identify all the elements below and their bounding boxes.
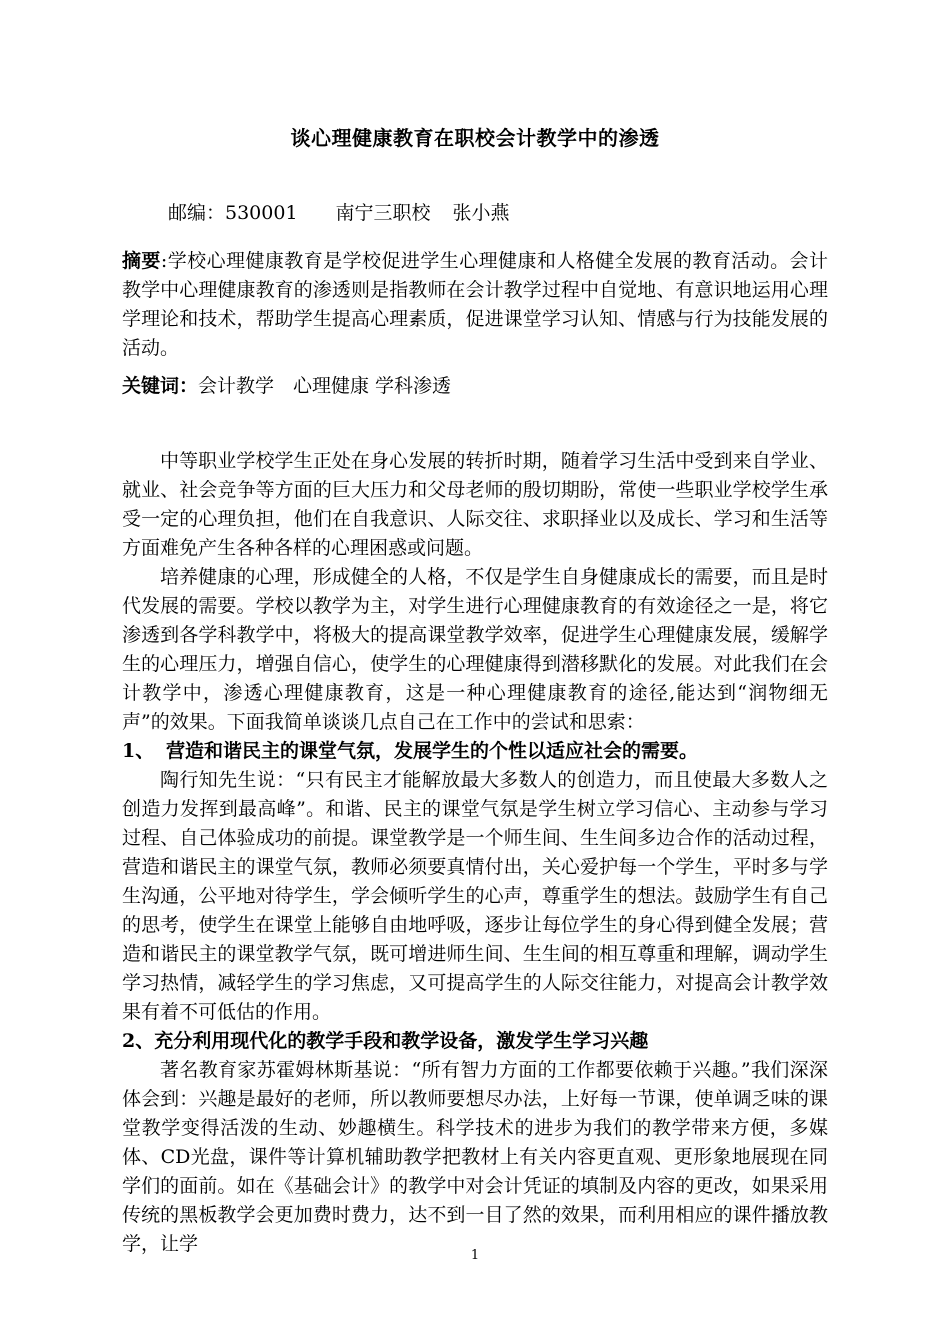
- school-name: 南宁三职校: [335, 202, 431, 224]
- abstract: [122, 247, 828, 363]
- keywords: [122, 372, 828, 401]
- abstract-text: :学校心理健康教育是学校促进学生心理健康和人格健全发展的教育活动。会计教学中心理健康教育的渗透则是指教师在会计教学过程中自觉地、有意识地运用心理学理论和技术，帮助学生提高心理素质，促进课堂学习认知、情感与行为技能发展的活动。: [122, 250, 828, 359]
- postcode: 邮编：530001: [168, 202, 298, 224]
- paragraph: 培养健康的心理，形成健全的人格，不仅是学生自身健康成长的需要，而且是时代发展的需要。学校以教学为主，对学生进行心理健康教育的有效途径之一是，将它渗透到各学科教学中，将极大的提高课堂教学效率，促进学生心理健康发展，缓解学生的心理压力，增强自信心，使学生的心理健康得到潜移默化的发展。对此我们在会计教学中，渗透心理健康教育，这是一种心理健康教育的途径,能达到“润物细无声”的效果。下面我简单谈谈几点自己在工作中的尝试和思索：: [122, 566, 828, 733]
- paragraph: 中等职业学校学生正处在身心发展的转折时期，随着学习生活中受到来自学业、就业、社会竞争等方面的巨大压力和父母老师的殷切期盼，常使一些职业学校学生承受一定的心理负担，他们在自我意识、人际交往、求职择业以及成长、学习和生活等方面难免产生各种各样的心理困惑或问题。: [122, 450, 828, 559]
- page-number: 1: [470, 1248, 480, 1263]
- keywords-text: 会计教学 心理健康 学科渗透: [198, 375, 452, 397]
- author-info: [168, 198, 510, 225]
- paragraph: 陶行知先生说：“只有民主才能解放最大多数人的创造力，而且使最大多数人之创造力发挥到最高峰”。和谐、民主的课堂气氛是学生树立学习信心、主动参与学习过程、自己体验成功的前提。课堂教学是一个师生间、生生间多边合作的活动过程，营造和谐民主的课堂气氛，教师必须要真情付出，关心爱护每一个学生，平时多与学生沟通，公平地对待学生，学会倾听学生的心声，尊重学生的想法。鼓励学生有自己的思考，使学生在课堂上能够自由地呼吸，逐步让每位学生的身心得到健全发展；营造和谐民主的课堂教学气氛，既可增进师生间、生生间的相互尊重和理解，调动学生学习热情，减轻学生的学习焦虑，又可提高学生的人际交往能力，对提高会计教学效果有着不可低估的作用。: [122, 769, 828, 1023]
- section-heading-text: 营造和谐民主的课堂气氛，发展学生的个性以适应社会的需要。: [166, 740, 699, 762]
- author-name: 张小燕: [452, 202, 510, 224]
- abstract-label: 摘要: [122, 250, 161, 272]
- section-heading-1: [122, 737, 828, 766]
- paragraph: 著名教育家苏霍姆林斯基说：“所有智力方面的工作都要依赖于兴趣。”我们深深体会到：兴趣是最好的老师，所以教师要想尽办法，上好每一节课，使单调乏味的课堂教学变得活泼的生动、妙趣横生。科学技术的进步为我们的教学带来方便，多媒体、CD光盘，课件等计算机辅助教学把教材上有关内容更直观、更形象地展现在同学们的面前。如在《基础会计》的教学中对会计凭证的填制及内容的更改，如果采用传统的黑板教学会更加费时费力，达不到一目了然的效果，而利用相应的课件播放教学，让学: [122, 1059, 828, 1255]
- section-number: 1、: [122, 740, 155, 762]
- document-title: 谈心理健康教育在职校会计教学中的渗透: [290, 126, 660, 150]
- section-heading-2: 2、充分利用现代化的教学手段和教学设备，激发学生学习兴趣: [122, 1030, 649, 1052]
- body-text: [122, 447, 828, 1259]
- keywords-label: 关键词：: [122, 375, 199, 397]
